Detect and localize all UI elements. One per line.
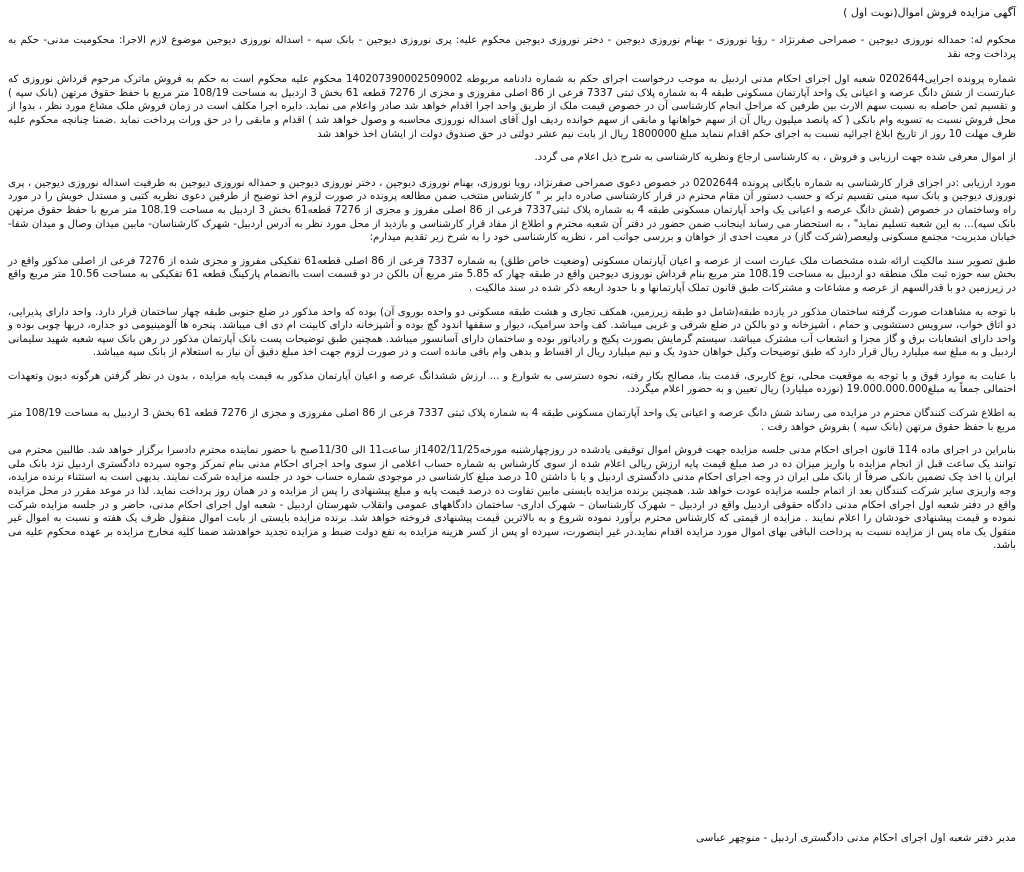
document-title: آگهی مزایده فروش اموال(نوبت اول ): [843, 6, 1016, 19]
parties-paragraph: محکوم له: حمداله نوروزی دیوجین - صمراحی صفرنژاد - رؤیا نوروزی - بهنام نوروزی دیوجین - دختر نوروزی دیوجین محکوم علیه: پری نوروزی دیوجین - بانک سپه - اسداله نوروزی دیوجین موضوع لازم الاجرا: محکومیت مدنی- حکم به پرداخت وجه نقد: [8, 35, 1016, 60]
signature-line: مدیر دفتر شعبه اول اجرای احکام مدنی دادگستری اردبیل - منوچهر عباسی: [695, 832, 1016, 844]
paragraph-spacer: [8, 165, 1016, 177]
deed-paragraph: طبق تصویر سند مالکیت ارائه شده مشخصات ملک عبارت است از عرصه و اعیان آپارتمان مسکونی (وضعیت خاص طلق) به شماره 7337 فرعی از 86 اصلی قطعه61 تفکیکی مفروز و مجزی شده از 7276 فرعی از اصلی مذکور واقع در بخش سه حوزه ثبت ملک منطقه دو اردبیل به مساحت 108.19 متر مربع بنام قرداش نوروزی دیوجین واقع در طبقه چهار که 5.85 متر مربع آن بالکن در دو قسمت است باانضمام پارکینگ قطعه 61 تفکیکی به مساحت 10.56 متر مربع واقع در زیرزمین دو با قدرالسهم از عرصه و مشاعات و مشترکات طبق قانون تملک آپارتمانها و با حدود اربعه ذکر شده در سند مالکیت .: [8, 255, 1016, 294]
paragraph-spacer: [8, 296, 1016, 306]
referral-paragraph: از اموال معرفی شده جهت ارزیابی و فروش ، به کارشناسی ارجاع ونظریه کارشناسی به شرح ذیل اعلام می گردد.: [534, 152, 1016, 164]
paragraph-spacer: [8, 397, 1016, 407]
paragraph-spacer: [8, 141, 1016, 151]
valuation-paragraph: با عنایت به موارد فوق و با توجه به موقعیت محلی، نوع کاربری، قدمت بنا، مصالح بکار رفته، نحوه دسترسی به شوارع و ... ارزش ششدانگ عرصه و اعیان آپارتمان مذکور به قیمت پایه مزایده ، بدون در نظر گرفتن هرگونه دیون وتعهدات احتمالی جمعاً به مبلغ19.000.000.000 (نوزده میلیارد) ریال تعیین و به حضور اعلام میگردد.: [8, 370, 1016, 396]
paragraph-spacer: [8, 360, 1016, 370]
case-paragraph: شماره پرونده اجرایی0202644 شعبه اول اجرای احکام مدنی اردبیل به موجب درخواست اجرای حکم به شماره دادنامه مربوطه 140207390002509002 محکوم علیه محکوم است به حکم به فروش ماترک مرحوم قرداش نوروزی که عبارتست از شش دانگ عرصه و اعیانی یک واحد آپارتمان مسکونی طبقه 4 به شماره پلاک ثبتی 7337 فرعی از 86 اصلی مفروزی و مجزی از 7276 قطعه 61 بخش 3 اردبیل به مساحت 108/19 متر مربع با حفظ حقوق مرتهن (بانک سپه ) و تقسیم ثمن حاصله به نسبت سهم الارث بین طرفین که مراحل انجام کارشناسی آن در خصوص قیمت ملک از طریق واحد اجرا اقدام خواهد شد صادر واعلام می نماید. دایره اجرا مکلف است در زمان فروش ملک مشاع مورد نظر ، بدوا از محل فروش نسبت به تسویه وام بانکی ( که پانصد میلیون ریال آن از سهم خواهانها و مابقی از سهم خوانده ردیف اول آقای اسداله نوروزی محاسبه و وصول خواهد شد ) اقدام و مابقی را در حق ورات پرداخت نماید .ضمنا چنانچه محکوم علیه ظرف مهلت 10 روز از تاریخ ابلاغ اجرائیه نسبت به اجرای حکم اقدام ننماید مبلغ 1800000 ریال از بابت نیم عشر دولتی در حق صندوق دولت از ایشان اخذ خواهد شد: [8, 74, 1016, 140]
paragraph-spacer: [8, 61, 1016, 73]
auction-terms-paragraph: بنابراین در اجرای ماده 114 قانون اجرای احکام مدنی جلسه مزایده جهت فروش اموال توقیفی یادشده در روزچهارشنبه مورخه1402/11/25از ساعت11 الی 11/30صبح با حضور نماینده محترم دادسرا برگزار خواهد شد. طالبین محترم می توانند یک ساعت قبل از انجام مزایده با واریز میزان ده در صد مبلغ قیمت پایه ارزش ریالی اعلام شده از سوی کارشناس به شماره حساب اعلامی از سوی واحد اجرای احکام مدنی بنام تمرکز وجوه سپرده دادگستری اردبیل نزد بانک ملی ایران یا اخذ چک تضمین بانکی صرفاً از بانک ملی ایران در وجه اجرای احکام مدنی دادگستری اردبیل و یا با داشتن 10 درصد مبلغ کارشناسی در موجودی شماره حساب خود در جلسه مزایده شرکت نمایند. بدیهی است به استثناء برنده مزایده، وجه واریزی سایر شرکت کنندگان بعد از اتمام جلسه مزایده عودت خواهد شد. همچنین برنده مزایده بایستی مابین تفاوت ده درصد قیمت پایه و مبلغ پیشنهادی را پس از مزایده و در همان روز پرداخت نماید. لذا در موعد مقرر در محل مزایده واقع در دفتر شعبه اول اجرای احکام مدنی دادگاه حقوقی اردبیل واقع در اردبیل – شهرک کارشناسان – شهرک اداری- ساختمان دادگاههای عمومی وانقلاب شهرستان اردبیل - شعبه اول اجرای احکام مدنی، حاضر و در جلسه مزایده شرکت نموده و قیمت پیشنهادی خودشان را اعلام نمایند . مزایده از قیمتی که کارشناس محترم برآورد نموده شروع و به بالاترین قیمت پیشنهادی فروخته خواهد شد. برنده مزایده بایستی از بابت اموال منقول ظرف یک هفته و نسبت به اموال غیر منقول یک ماه پس از مزایده نسبت به پرداخت الباقی بهای اموال مورد مزایده اقدام نماید.در غیر اینصورت، سپرده او پس از کسر هزینه مزایده به نفع دولت ضبط و مزایده تجدید خواهدشد ضمنا کلیه مخارج مزایده بر عهده محکوم علیه می باشد.: [8, 445, 1016, 552]
appraisal-paragraph: مورد ارزیابی :در اجرای قرار کارشناسی به شماره بایگانی پرونده 0202644 در خصوص دعوی صمراحی صفرنژاد، رویا نوروزی، بهنام نوروزی دیوجین ، دختر نوروزی دیوجین و حمداله نوروزی دیوجین به طرفیت اسداله نوروزی دیوجین ، پری نوروزی دیوجین و بانک سپه مبنی تقسیم ترکه و حسب دستور آن مقام محترم در قرار کارشناسی صادره دایر بر " کارشناس منتخب ضمن مطالعه پرونده در صورت لزوم اخذ توضیح از طرفین دعوی نظریه کتبی و مستدل خویش را در مورد راه وساختمان در خصوص (شش دانگ عرصه و اعیانی یک واحد آپارتمان مسکونی طبقه 4 به شماره پلاک ثبتی7337 فرعی از 86 اصلی مفروز و مجزی از 7276 قطعه61 بخش 3 اردبیل به مساحت 108.19 متر مربع با حفظ حقوق مرتهن بانک سپه)... به این شعبه تسلیم نماید" ، به استحضار می رساند اینجانب ضمن حضور در دفتر آن شعبه محترم و اطلاع از مفاد قرار کارشناسی و بازدید از محل مورد نظر به آدرس اردبیل- شهرک کارشناسان- مابین میدان وصال و میدان شفا- خیابان مدیریت- مجتمع مسکونی ولیعصر(شرکت گاز) در معیت احدی از خواهان و بررسی جوانب امر ، نظریه کارشناسی خود را به شرح زیر تقدیم میدارم:: [8, 177, 1017, 244]
paragraph-spacer: [8, 434, 1016, 444]
paragraph-spacer: [8, 245, 1016, 255]
building-description-paragraph: با توجه به مشاهدات صورت گرفته ساختمان مذکور در یازده طبقه(شامل دو طبقه زیرزمین، همکف تجاری و هشت طبقه مسکونی دو واحده بوروی آن) بوده که واحد مذکور در ضلع جنوبی طبقه چهار ساختمان قرار دارد. واحد دارای پذیرایی، دو اتاق خواب، سرویس دستشویی و حمام ، آشپزخانه و دو بالکن در ضلع شرقی و غربی میباشد. کف واحد سرامیک، دیوار و سقفها اندود گچ بوده و آشپزخانه دارای کابینت ام دی اف میباشد. پنجره ها آلومینیومی دو جداره، دربها چوبی بوده و واحد دارای انشعابات برق و گاز مجزا و انشعاب آب مشترک میباشد. سیستم گرمایش بصورت پکیج و رادیاتور بوده و ساختمان دارای آسانسور میباشد. همچنین طبق توضیحات پست بانک آپارتمان مذکور در رهن بانک سپه شعبه شهید سلیمانی اردبیل و به مبلغ سه میلیارد ریال قرار دارد که طبق توضیحات وکیل خواهان حدود یک و نیم میلیارد ریال از اقساط و بدهی وام باقی مانده است و در صورت لزوم جهت اخذ مبلغ دقیق آن نیاز به استعلام از بانک سپه میباشد.: [8, 306, 1016, 359]
sale-notice-paragraph: به اطلاع شرکت کنندگان محترم در مزایده می رساند شش دانگ عرصه و اعیانی یک واحد آپارتمان مسکونی طبقه 4 به شماره پلاک ثبتی 7337 فرعی از 86 اصلی مفروزی و مجزی از 7276 قطعه 61 بخش 3 اردبیل به مساحت 108/19 متر مربع با حفظ حقوق مرتهن (بانک سپه ) بفروش خواهد رفت .: [8, 408, 1016, 433]
